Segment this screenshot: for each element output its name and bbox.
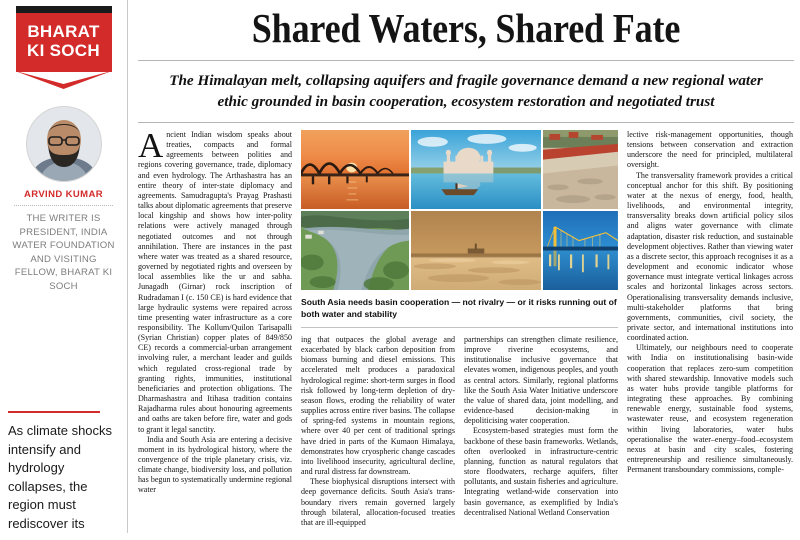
column-3 xyxy=(464,335,618,528)
dry-riverbed-photo xyxy=(411,211,541,290)
photo-caption: South Asia needs basin cooperation — not rivalry — or it risks running out of both water and stability xyxy=(301,297,617,319)
photo-collage xyxy=(301,130,618,290)
column-3-text xyxy=(464,335,618,518)
headline-divider xyxy=(138,60,794,61)
night-bridge-photo xyxy=(543,211,618,290)
author-divider xyxy=(14,205,113,206)
author-name: ARVIND KUMAR xyxy=(23,189,104,200)
paragraph: These biophysical disruptions intersect with deep governance deficits. South Asia's trans-boundary rivers remain governed largely through bilateral, allocation-focused treaties that are ill-equipped xyxy=(301,477,455,527)
logo-ribbon xyxy=(16,13,112,72)
author-block xyxy=(0,106,127,293)
column-2 xyxy=(301,335,455,528)
article-subhead: The Himalayan melt, collapsing aquifers and fragile governance demand a new regional water ethic grounded in basin cooperation, ecosystem restoration and negotiated trust xyxy=(169,72,763,110)
logo-line-2: KI SOCH xyxy=(27,41,100,60)
logo-top-bar xyxy=(16,6,112,13)
column-2-text xyxy=(301,335,455,528)
paragraph: ing that outpaces the global average and exacerbated by black carbon deposition from biomass burning and diesel emissions. This accelerated melt produces a paradoxical hydrological regime: short-term surges in flood risk followed by long-term depletion of dry-season flows, eroding the reliability of water supplies across entire river basins. The collapse of spring-fed systems in mountain regions, where over 40 per cent of traditional springs have dried in parts of the Kumaon Himalaya, demonstrates how cryospheric change cascades into livelihood insecurity, agricultural decline, and rural distress far downstream. xyxy=(301,335,455,477)
subhead-divider xyxy=(138,122,794,123)
article-main xyxy=(128,0,800,533)
article-columns xyxy=(138,126,794,540)
pull-quote-text: As climate shocks intensify and hydrology collapses, the region must rediscover its xyxy=(8,423,113,531)
dry-riverbank-photo xyxy=(543,130,618,209)
column-1-text xyxy=(138,126,292,496)
paragraph: Ecosystem-based strategies must form the backbone of these basin frameworks. Wetlands, often overlooked in infrastructure-centric planning, function as natural regulators that store floodwaters, recharge aquifers, filter pollutants, and sustain fisheries and agriculture. Integrating wetland-wide conservation into basin governance, as exemplified by India's decentralised National Wetland Conservation xyxy=(464,426,618,517)
paragraph: lective risk-management opportunities, though tensions between conservation and extraction underscore the need for principled, multilateral oversight. xyxy=(627,130,793,170)
pull-quote-rule xyxy=(8,411,100,413)
column-4 xyxy=(627,130,793,540)
paragraph: The transversality framework provides a critical conceptual anchor for this shift. By positioning water at the nexus of energy, food, health, livelihoods, and environmental integrity, transversality breaks down artificial policy silos and aligns water governance with climate adaptation, disaster risk reduction, and sustainable development objectives. Rather than viewing water as a discrete sector, this approach recognises it as a development and economic indicator whose governance must integrate vertical linkages across scales and horizontal linkages across sectors. Operationalising transversality demands inclusive, multi-stakeholder platforms that bring governments, communities, civil society, the private sector, and international institutions into coordinated action. xyxy=(627,170,793,343)
logo-line-1: BHARAT xyxy=(27,22,100,41)
pull-quote-block xyxy=(8,411,119,533)
taj-mahal-river-photo xyxy=(411,130,541,209)
left-sidebar xyxy=(0,0,128,533)
paragraph: India and South Asia are entering a decisive moment in its hydrological history, where the convergence of the triple planetary crisis, viz. climate change, biodiversity loss, and pollution has begun to systematically undermine regional water xyxy=(138,434,292,495)
sunset-bridge-photo xyxy=(301,130,409,209)
columns-under-collage xyxy=(301,335,618,528)
author-bio: THE WRITER IS PRESIDENT, INDIA WATER FOUNDATION AND VISITING FELLOW, BHARAT KI SOCH xyxy=(12,213,115,292)
bharat-ki-soch-logo[interactable] xyxy=(16,6,112,72)
paragraph: partnerships can strengthen climate resilience, improve riverine ecosystems, and institutionalise inclusive governance that elevates women, indigenous peoples, and youth as central actors. Similarly, regional platforms like the South Asia Water Initiative underscore the value of shared data, joint modelling, and evidence-based decision-making in depoliticising water cooperation. xyxy=(464,335,618,426)
caption-divider xyxy=(301,327,618,328)
paragraph: Ancient Indian wisdom speaks about treaties, compacts and formal agreements between polities and regions covering governance, trade, diplomacy and even hydrology. The Arthashastra has an entire theory of inter-state diplomacy and agreements. Samudragupta's Prayag Prashasti talks about diplomatic agreements that preserve local kingship and shows how inter-polity relations were actively managed through negotiated outcomes and not through annihilation. There are instances in the past where water was treated as a shared resource, governed by negotiated rights and overseen by local assemblies like the ur and sabha. Junagadh (Girnar) rock inscription of Rudradaman I (c. 150 CE) is hard evidence that large hydraulic systems were repaired across time presenting water infrastructure as a core responsibility. The Kollum/Quilon Tarisapalli (Syrian Christian) copper plates of 849/850 CE) records a commercial-urban arrangement involving ruler, a merchant leader and guilds which regulated cross-regional trade by granting rights, immunities, institutional beneficiaries and protection obligations. The Dharmashastra and Itihasa tradition contains Rajadharma rules about honouring agreements and oaths are taken before fire, water and gods to grant it legal sanctity. xyxy=(138,126,292,434)
paragraph: Ultimately, our neighbours need to cooperate with India on institutionalising basin-wide cooperation that replaces zero-sum competition with shared stewardship. Innovative models such as water hubs provide tangible platforms for integrating these approaches. By combining renewable energy, sustainable food systems, wastewater reuse, and ecosystem regeneration within living laboratories, water hubs operationalise the water–energy–food–ecosystem nexus at basin and city scales, fostering entrepreneurship and resilience simultaneously. Permanent transboundary commissions, comple- xyxy=(627,343,793,475)
column-1 xyxy=(138,126,292,540)
author-avatar xyxy=(26,106,102,182)
column-2-3-group xyxy=(301,130,618,540)
green-valley-river-photo xyxy=(301,211,409,290)
page-title: Shared Waters, Shared Fate xyxy=(251,5,681,51)
column-4-text xyxy=(627,130,793,475)
